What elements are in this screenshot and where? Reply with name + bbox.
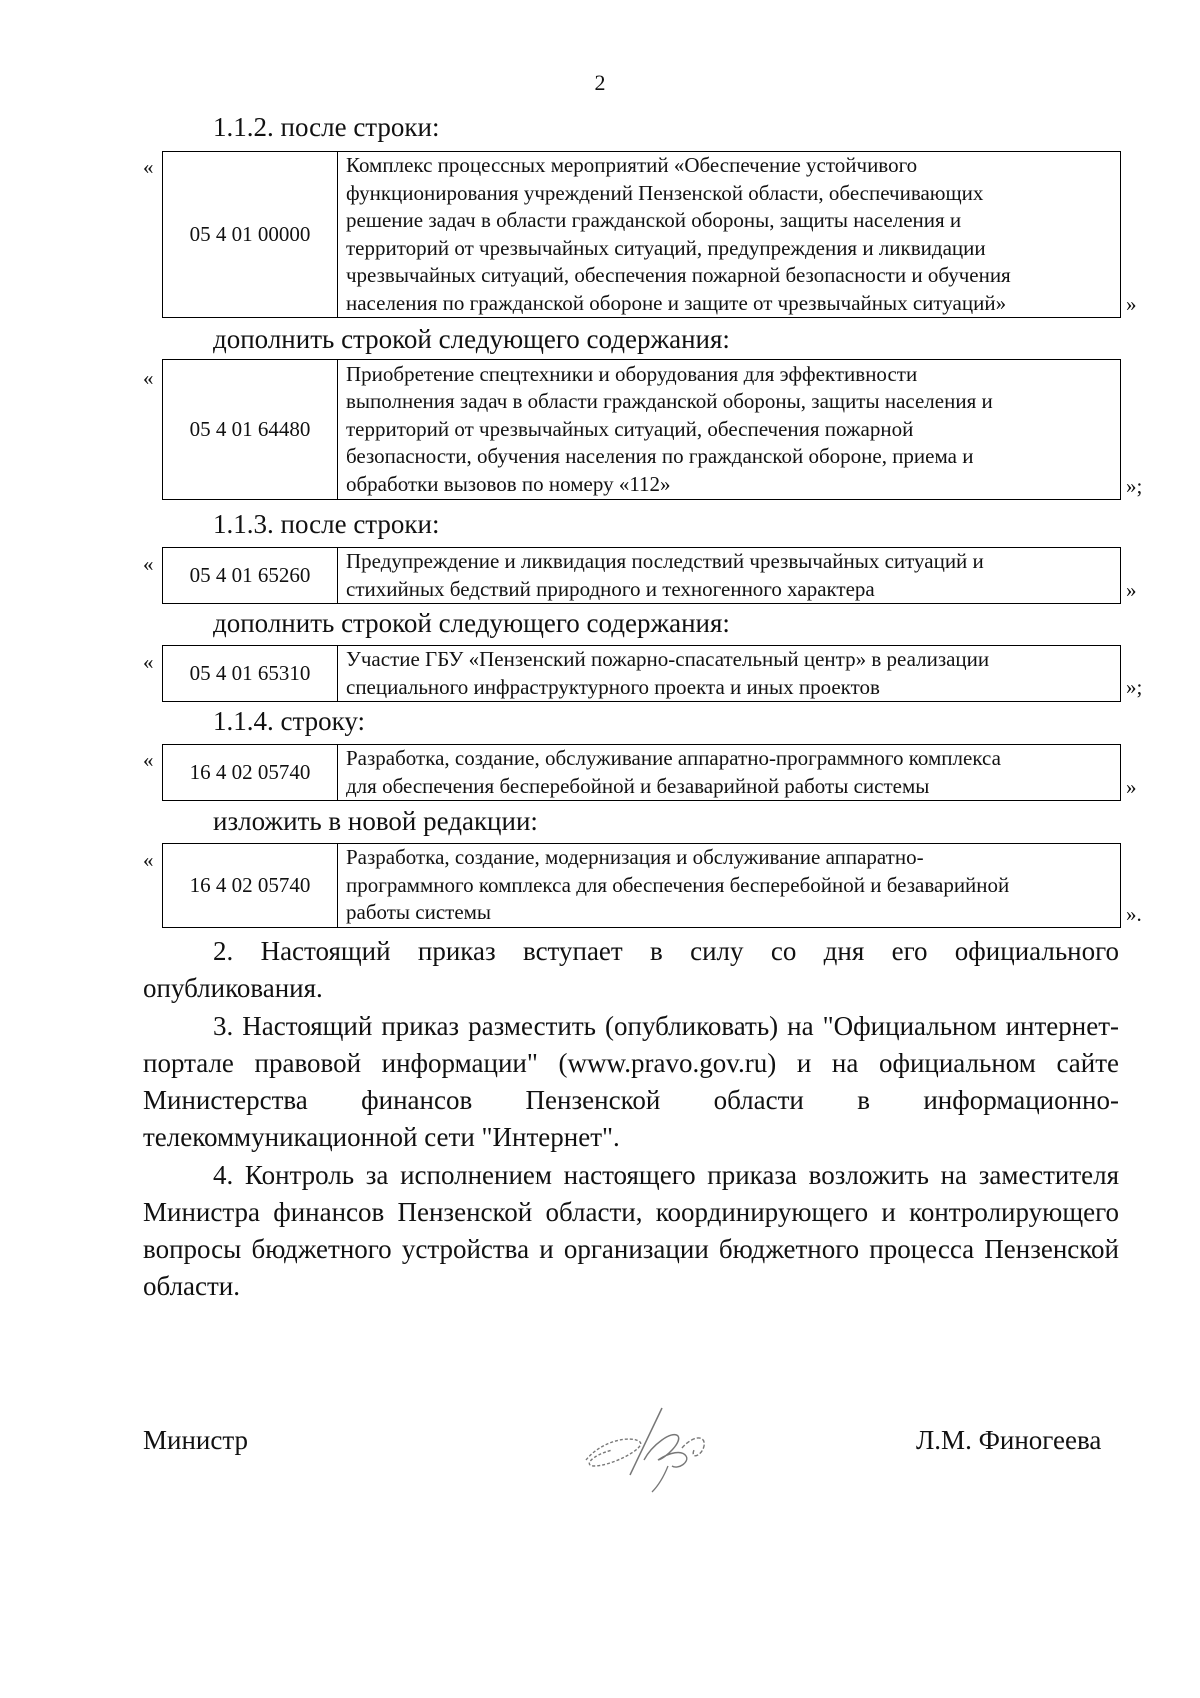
section-heading: 1.1.4. строку: <box>213 706 365 736</box>
row-description: Предупреждение и ликвидация последствий чрезвычайных ситуаций и стихийных бедствий природного и техногенного характера <box>338 548 1121 604</box>
table-row <box>162 547 1121 604</box>
close-quote: » <box>1126 578 1137 602</box>
open-quote: « <box>143 366 154 390</box>
budget-code: 16 4 02 05740 <box>163 844 338 928</box>
table-row <box>162 645 1121 702</box>
open-quote: « <box>143 848 154 872</box>
open-quote: « <box>143 155 154 179</box>
table-row <box>162 843 1121 928</box>
close-quote: »; <box>1126 675 1143 699</box>
section-heading: 1.1.3. после строки: <box>213 509 440 539</box>
signatory-role: Министр <box>143 1425 248 1455</box>
row-description: Разработка, создание, модернизация и обслуживание аппаратно- программного комплекса для обеспечения бесперебойной и безаварийной работы системы <box>338 844 1121 928</box>
row-description: Участие ГБУ «Пензенский пожарно-спасательный центр» в реализации специального инфраструктурного проекта и иных проектов <box>338 646 1121 702</box>
budget-code: 05 4 01 00000 <box>163 152 338 318</box>
paragraph-3: 3. Настоящий приказ разместить (опубликовать) на "Официальном интернет-портале правовой информации" (www.pravo.gov.ru) и на официальном сайте Министерства финансов Пензенской области в информационно-телекоммуникационной сети "Интернет". <box>143 1011 1119 1152</box>
handwritten-signature <box>582 1400 722 1495</box>
open-quote: « <box>143 748 154 772</box>
table-row <box>162 151 1121 318</box>
open-quote: « <box>143 552 154 576</box>
section-heading: изложить в новой редакции: <box>213 806 538 836</box>
close-quote: » <box>1126 775 1137 799</box>
budget-code: 16 4 02 05740 <box>163 745 338 801</box>
row-description: Приобретение спецтехники и оборудования для эффективности выполнения задач в области гражданской обороны, защиты населения и территорий от чрезвычайных ситуаций, обеспечения пожарной безопасности, обучения населения по гражданской обороне, приема и обработки вызовов по номеру «112» <box>338 360 1121 500</box>
paragraph-4: 4. Контроль за исполнением настоящего приказа возложить на заместителя Министра финансов Пензенской области, координирующего и контролирующего вопросы бюджетного устройства и организации бюджетного процесса Пензенской области. <box>143 1160 1119 1301</box>
paragraph-2: 2. Настоящий приказ вступает в силу со дня его официального опубликования. <box>143 936 1119 1003</box>
close-quote: »; <box>1126 474 1143 498</box>
table-row <box>162 359 1121 500</box>
budget-code: 05 4 01 64480 <box>163 360 338 500</box>
close-quote: ». <box>1126 902 1142 926</box>
budget-code: 05 4 01 65310 <box>163 646 338 702</box>
signatory-name: Л.М. Финогеева <box>916 1425 1102 1455</box>
open-quote: « <box>143 650 154 674</box>
budget-code: 05 4 01 65260 <box>163 548 338 604</box>
section-heading: дополнить строкой следующего содержания: <box>213 608 730 638</box>
table-row <box>162 744 1121 801</box>
close-quote: » <box>1126 292 1137 316</box>
row-description: Комплекс процессных мероприятий «Обеспечение устойчивого функционирования учреждений Пензенской области, обеспечивающих решение задач в области гражданской обороны, защиты населения и территорий от чрезвычайных ситуаций, предупреждения и ликвидации чрезвычайных ситуаций, обеспечения пожарной безопасности и обучения населения по гражданской обороне и защите от чрезвычайных ситуаций» <box>338 152 1121 318</box>
page-number: 2 <box>594 70 606 95</box>
row-description: Разработка, создание, обслуживание аппаратно-программного комплекса для обеспечения бесперебойной и безаварийной работы системы <box>338 745 1121 801</box>
section-heading: 1.1.2. после строки: <box>213 112 440 142</box>
section-heading: дополнить строкой следующего содержания: <box>213 324 730 354</box>
